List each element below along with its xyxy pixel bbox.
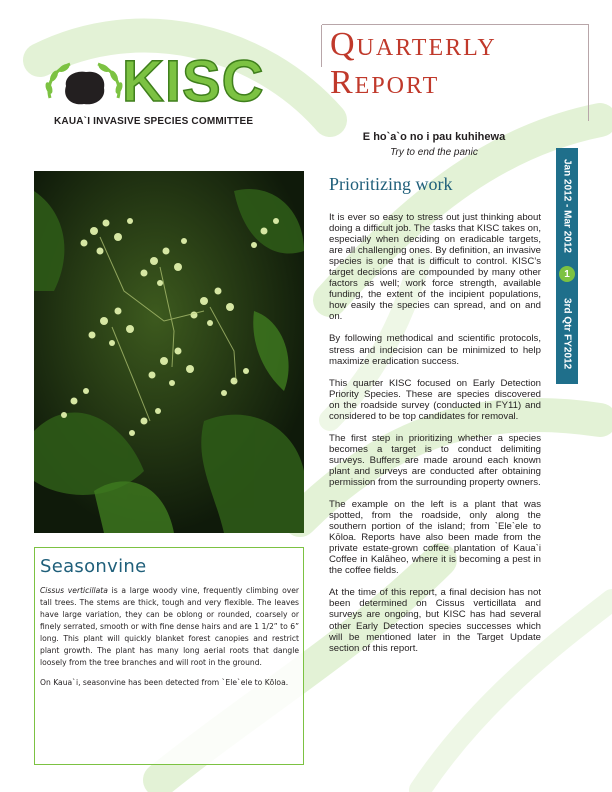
sidebar-paragraph: On Kaua`i, seasonvine has been detected from `Ele`ele to Kōloa. (40, 678, 289, 687)
sidebar-title: Seasonvine (40, 556, 147, 577)
kauai-island-leaf-wreath-icon (40, 58, 128, 116)
issue-number-badge: 1 (559, 266, 575, 282)
seasonvine-photo (34, 171, 304, 533)
article-paragraph: The example on the left is a plant that was spotted, from the roadside, only along the southern portion of the island; from `Ele`ele to Kōloa. Reports have also been made from the private estate-grown coffee plantation of Kaua`i Coffee in Kalāheo, where it is becoming a pest in the coffee fields. (329, 499, 541, 577)
fiscal-quarter: 3rd Qtr FY2012 (561, 298, 573, 370)
date-range: Jan 2012 - Mar 2012 (561, 159, 573, 253)
report-title-line-2: Report (330, 64, 440, 101)
sidebar-paragraph-text: is a large woody vine, frequently climbing over tall trees. The stems are thick, tough and very flexible. The leaves have large variation, they can be oblong or rounded, coarsely or finely serrated, smooth or with fine dense hairs and are 1 1/2” to 6” long. This plant will quickly blanket forest canopies and restrict plant growth. The plant has many long aerial roots that dangle loosely from the tree branches and will root in the ground. (40, 586, 300, 667)
article-heading: Prioritizing work (329, 174, 453, 194)
kisc-logo (40, 49, 290, 132)
article-paragraph: This quarter KISC focused on Early Detection Priority Species. These are species discovered on the roadside survey (conducted in FY11) and considered to be top candidates for removal. (329, 377, 541, 422)
logo-subtitle: KAUA`I INVASIVE SPECIES COMMITTEE (54, 116, 254, 127)
date-sidebar (556, 148, 578, 384)
article-paragraph: By following methodical and scientific protocols, stress and indecision can be minimized to help maximize eradication success. (329, 333, 541, 367)
article-paragraph: The first step in prioritizing whether a species becomes a target is to conduct delimiting surveys. Buffers are made around each known plant and surveys are conducted after obtaining permission from the surrounding property owners. (329, 432, 541, 488)
article-body (329, 212, 541, 665)
sidebar-body (40, 585, 299, 697)
article-paragraph: It is ever so easy to stress out just thinking about doing a difficult job. The tasks that KISC takes on, especially when deciding on eradicable targets, are all challenging ones. By definition, an invasive species is one that is difficult to control. KISC’s target decisions are compounded by many other factors as well; work force strength, available funding, the extent of the incipient populations, how easily the species can spread, and on and on. (329, 212, 541, 323)
seasonvine-flower-cluster-photo (34, 171, 304, 533)
article-paragraph: At the time of this report, a final decision has not been determined on Cissus verticillata and surveys are ongoing, but KISC has had several other Early Detection species successes which will be mentioned later in the Target Update section of this report. (329, 587, 541, 654)
hawaiian-motto: E ho`a`o no i pau kuhihewa (362, 131, 506, 143)
report-title-line-1: Quarterly (330, 26, 497, 63)
species-scientific-name: Cissus verticillata (40, 586, 108, 595)
motto-translation: Try to end the panic (390, 147, 478, 158)
kisc-wordmark: KISC (122, 49, 265, 114)
sidebar-paragraph (40, 585, 299, 669)
